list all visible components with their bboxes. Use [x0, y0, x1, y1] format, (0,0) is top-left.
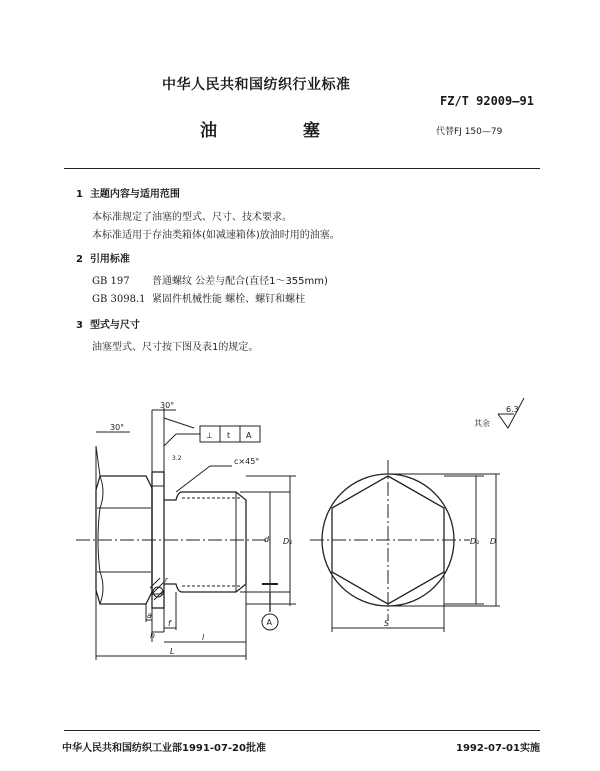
- section-1-heading: [76, 185, 180, 200]
- reference-code: GB 3098.1: [92, 294, 146, 305]
- roughness-value: 6.3: [506, 405, 519, 414]
- dim-S: S: [384, 619, 390, 628]
- section-1-paragraph-1: 本标准规定了油塞的型式、尺寸、技术要求。: [92, 212, 292, 223]
- header-rule: [64, 168, 540, 169]
- section-1-number: 1: [76, 189, 83, 200]
- tolerance-datum: A: [246, 431, 252, 440]
- oil-plug-drawing: [0, 380, 600, 680]
- dim-D1-front: D₁: [470, 537, 480, 546]
- angle-label-2: 30°: [160, 401, 175, 410]
- dim-l: l: [202, 633, 205, 642]
- reference-row: [92, 272, 328, 287]
- dim-a: a: [147, 611, 152, 620]
- section-2-heading: [76, 250, 130, 265]
- section-1-title: 主题内容与适用范围: [89, 189, 180, 200]
- section-1-paragraph-2: 本标准适用于存油类箱体(如减速箱体)放油时用的油塞。: [92, 230, 340, 241]
- roughness-small: 3.2: [172, 455, 182, 462]
- replaces-note: 代替FJ 150—79: [436, 127, 503, 137]
- reference-row: [92, 290, 305, 305]
- section-3-number: 3: [76, 320, 83, 331]
- issued-by: 中华人民共和国纺织工业部1991-07-20批准: [62, 743, 266, 754]
- reference-title: 普通螺纹 公差与配合(直径1～355mm): [152, 276, 328, 287]
- dim-h: h: [150, 631, 156, 640]
- dim-D: D: [490, 537, 497, 546]
- reference-title: 紧固件机械性能 螺栓、螺钉和螺柱: [152, 294, 306, 305]
- dim-r: r: [165, 576, 168, 584]
- section-2-number: 2: [76, 254, 83, 265]
- datum-label: A: [266, 618, 272, 627]
- footer-rule: [64, 730, 540, 731]
- dim-d: d: [264, 535, 270, 544]
- section-3-heading: [76, 316, 140, 331]
- section-3-paragraph-1: 油塞型式、尺寸按下图及表1的规定。: [92, 342, 259, 353]
- dim-D1-side: D₁: [283, 537, 293, 546]
- reference-code: GB 197: [92, 276, 130, 287]
- section-2-title: 引用标准: [89, 254, 130, 265]
- tolerance-value: t: [227, 431, 231, 440]
- plug-front-view: [310, 460, 500, 632]
- tolerance-symbol-perpendicular: ⊥: [206, 431, 213, 440]
- dim-L: L: [170, 647, 175, 656]
- plug-threaded-shank: [164, 492, 246, 592]
- standard-code: FZ/T 92009—91: [440, 94, 534, 108]
- organization-standard-title: 中华人民共和国纺织行业标准: [162, 77, 351, 93]
- roughness-prefix: 其余: [474, 419, 490, 428]
- effective-date: 1992-07-01实施: [456, 743, 540, 754]
- angle-label-1: 30°: [110, 423, 125, 432]
- section-3-title: 型式与尺寸: [89, 320, 140, 331]
- dim-f: f: [168, 619, 171, 628]
- document-title: 油 塞: [200, 121, 320, 141]
- chamfer-label: c×45°: [234, 457, 260, 466]
